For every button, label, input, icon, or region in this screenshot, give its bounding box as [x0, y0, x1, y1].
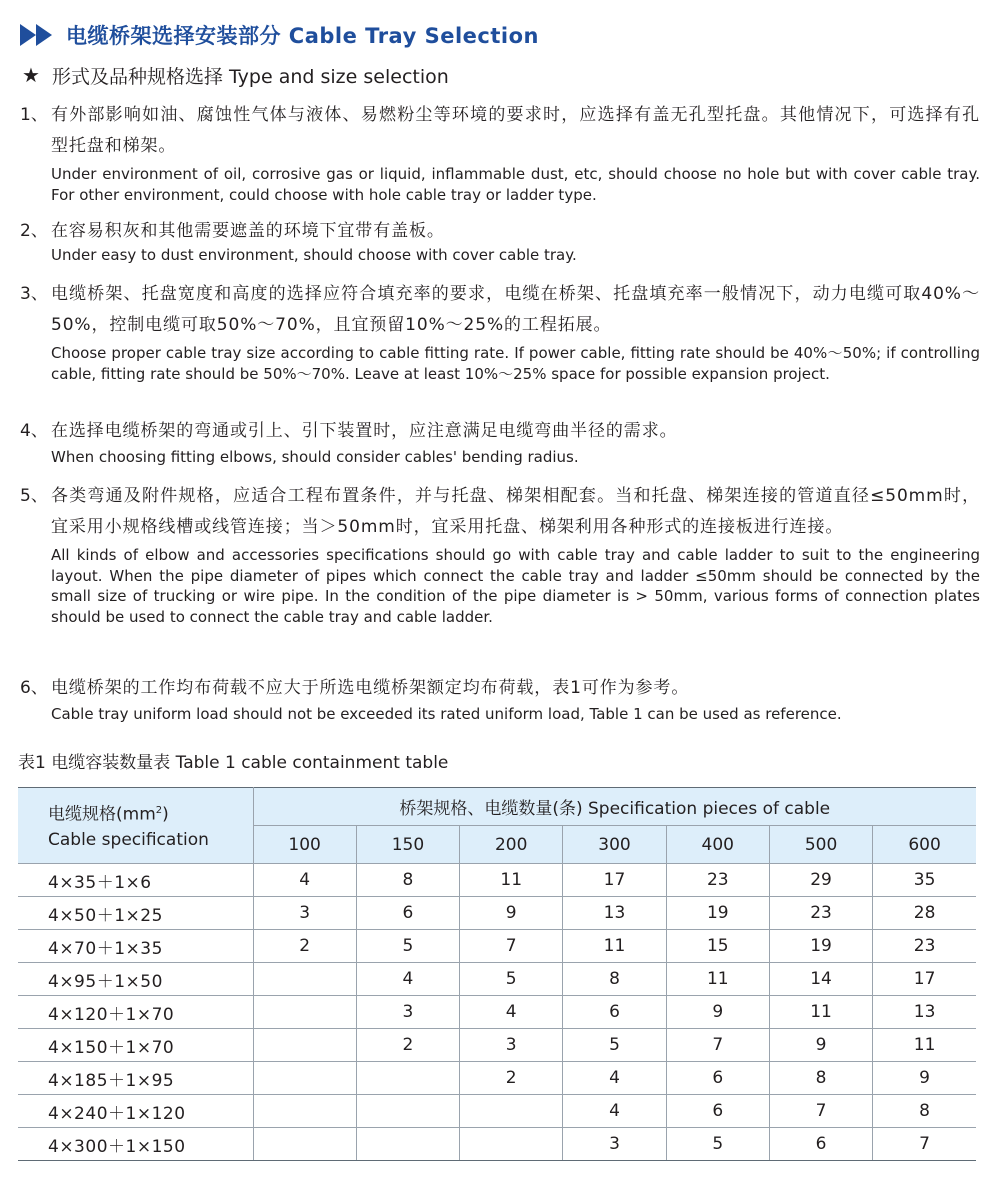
cable-count-cell [253, 1128, 356, 1161]
cable-count-cell: 7 [666, 1029, 769, 1062]
table-row [18, 1062, 976, 1095]
table-caption: 表1 电缆容装数量表 Table 1 cable containment table [18, 753, 449, 773]
cable-count-cell: 28 [873, 897, 976, 930]
section-title: 电缆桥架选择安装部分 Cable Tray Selection [66, 24, 539, 48]
cable-count-cell: 13 [563, 897, 666, 930]
cable-count-cell [253, 1029, 356, 1062]
cable-count-cell: 13 [873, 996, 976, 1029]
sub-section-header [22, 62, 449, 88]
cable-count-cell: 6 [666, 1062, 769, 1095]
item-text-zh: 在选择电缆桥架的弯通或引上、引下装置时，应注意满足电缆弯曲半径的需求。 [51, 421, 678, 441]
item-text-en: All kinds of elbow and accessories specifications should go with cable tray and cable ladder to suit to the engineering layout. When the pipe diameter of pipes which connect the cable tray and ladder ≤50mm should be connected by the small size of trucking or wire pipe. In the condition of the pipe diameter is > 50mm, various forms of connection plates should be used to connect the cable tray and cable ladder. [51, 546, 980, 626]
cable-count-cell: 11 [769, 996, 872, 1029]
item-text-zh: 各类弯通及附件规格，应适合工程布置条件，并与托盘、梯架相配套。当和托盘、梯架连接的管道直径≤50mm时，宜采用小规格线槽或线管连接；当＞50mm时，宜采用托盘、梯架利用各种形式的连接板进行连接。 [51, 486, 980, 537]
cable-spec-cell: 4×70＋1×35 [18, 930, 253, 963]
cable-count-cell: 2 [253, 930, 356, 963]
cable-count-cell: 15 [666, 930, 769, 963]
cable-count-cell: 3 [356, 996, 459, 1029]
cable-count-cell: 19 [666, 897, 769, 930]
item-text-en: Cable tray uniform load should not be exceeded its rated uniform load, Table 1 can be used as reference. [51, 705, 842, 723]
spec-header-close: ) [162, 804, 169, 825]
item-text-en: Under environment of oil, corrosive gas or liquid, inflammable dust, etc, should choose no hole but with cover cable tray. For other environment, could choose with hole cable tray or ladder type. [51, 165, 980, 204]
guideline-item-3 [20, 279, 980, 384]
cable-count-cell: 5 [460, 963, 563, 996]
item-number: 2、 [20, 221, 48, 241]
item-text-zh: 电缆桥架的工作均布荷载不应大于所选电缆桥架额定均布荷载，表1可作为参考。 [51, 678, 690, 698]
cable-count-cell: 35 [873, 864, 976, 897]
cable-count-cell: 4 [460, 996, 563, 1029]
tray-width-header: 500 [769, 826, 872, 864]
table-row [18, 996, 976, 1029]
double-arrow-icon [18, 22, 56, 48]
cable-count-cell [253, 1062, 356, 1095]
tray-width-header: 600 [873, 826, 976, 864]
cable-count-cell: 4 [356, 963, 459, 996]
cable-count-cell: 29 [769, 864, 872, 897]
cable-count-cell: 5 [666, 1128, 769, 1161]
cable-count-cell: 6 [563, 996, 666, 1029]
cable-count-cell [253, 963, 356, 996]
guideline-item-4 [20, 416, 980, 468]
cable-count-cell: 4 [563, 1062, 666, 1095]
cable-count-cell: 11 [563, 930, 666, 963]
cable-count-cell: 9 [873, 1062, 976, 1095]
table-row [18, 1029, 976, 1062]
cable-count-cell: 8 [873, 1095, 976, 1128]
cable-count-cell: 7 [460, 930, 563, 963]
item-text-en: When choosing fitting elbows, should consider cables' bending radius. [51, 448, 579, 466]
cable-count-cell [253, 1095, 356, 1128]
cable-count-cell: 9 [666, 996, 769, 1029]
tray-width-header: 100 [253, 826, 356, 864]
table-row [18, 963, 976, 996]
cable-count-cell: 5 [356, 930, 459, 963]
tray-spec-group-header: 桥架规格、电缆数量(条) Specification pieces of cable [253, 788, 976, 826]
cable-count-cell: 9 [460, 897, 563, 930]
cable-count-cell: 14 [769, 963, 872, 996]
spec-column-header [18, 788, 253, 864]
cable-count-cell: 11 [873, 1029, 976, 1062]
cable-count-cell: 2 [356, 1029, 459, 1062]
item-text-zh: 有外部影响如油、腐蚀性气体与液体、易燃粉尘等环境的要求时，应选择有盖无孔型托盘。其他情况下，可选择有孔型托盘和梯架。 [51, 105, 980, 156]
cable-count-cell: 17 [563, 864, 666, 897]
cable-spec-cell: 4×120＋1×70 [18, 996, 253, 1029]
item-number: 3、 [20, 284, 48, 304]
tray-width-header: 400 [666, 826, 769, 864]
item-text-zh: 在容易积灰和其他需要遮盖的环境下宜带有盖板。 [51, 221, 445, 241]
spec-header-en: Cable specification [48, 830, 209, 851]
cable-count-cell: 8 [356, 864, 459, 897]
guideline-item-1 [20, 100, 980, 205]
cable-count-cell [356, 1062, 459, 1095]
cable-count-cell: 4 [563, 1095, 666, 1128]
cable-count-cell [460, 1128, 563, 1161]
cable-spec-cell: 4×240＋1×120 [18, 1095, 253, 1128]
cable-count-cell: 2 [460, 1062, 563, 1095]
cable-count-cell: 19 [769, 930, 872, 963]
tray-width-header: 300 [563, 826, 666, 864]
table-row [18, 864, 976, 897]
guideline-item-2 [20, 216, 980, 266]
cable-spec-cell: 4×300＋1×150 [18, 1128, 253, 1161]
cable-count-cell: 4 [253, 864, 356, 897]
cable-count-cell: 6 [666, 1095, 769, 1128]
item-number: 4、 [20, 421, 48, 441]
sub-section-title: 形式及品种规格选择 Type and size selection [52, 65, 449, 88]
cable-spec-cell: 4×35＋1×6 [18, 864, 253, 897]
cable-count-cell: 23 [666, 864, 769, 897]
cable-count-cell: 8 [563, 963, 666, 996]
table-row [18, 1128, 976, 1161]
cable-count-cell: 5 [563, 1029, 666, 1062]
cable-containment-table [18, 787, 976, 1161]
cable-count-cell: 7 [769, 1095, 872, 1128]
cable-spec-cell: 4×185＋1×95 [18, 1062, 253, 1095]
item-number: 6、 [20, 678, 48, 698]
cable-count-cell: 23 [769, 897, 872, 930]
cable-count-cell: 8 [769, 1062, 872, 1095]
section-header [18, 20, 539, 50]
cable-count-cell [356, 1095, 459, 1128]
cable-count-cell: 3 [563, 1128, 666, 1161]
cable-count-cell: 7 [873, 1128, 976, 1161]
cable-spec-cell: 4×95＋1×50 [18, 963, 253, 996]
cable-count-cell [253, 996, 356, 1029]
cable-count-cell [460, 1095, 563, 1128]
cable-count-cell: 3 [253, 897, 356, 930]
table-row [18, 930, 976, 963]
item-text-en: Under easy to dust environment, should choose with cover cable tray. [51, 246, 577, 264]
cable-count-cell: 23 [873, 930, 976, 963]
cable-count-cell: 6 [356, 897, 459, 930]
tray-width-header: 200 [460, 826, 563, 864]
cable-count-cell: 17 [873, 963, 976, 996]
table-row [18, 897, 976, 930]
item-number: 1、 [20, 105, 48, 125]
spec-header-zh: 电缆规格(mm [48, 804, 156, 825]
cable-count-cell [356, 1128, 459, 1161]
tray-width-header: 150 [356, 826, 459, 864]
spec-header-sup: 2 [155, 804, 163, 816]
guideline-item-5 [20, 481, 980, 627]
cable-spec-cell: 4×50＋1×25 [18, 897, 253, 930]
item-number: 5、 [20, 486, 48, 506]
guideline-item-6 [20, 673, 980, 725]
table-row [18, 1095, 976, 1128]
item-text-en: Choose proper cable tray size according to cable fitting rate. If power cable, fitting rate should be 40%～50%; if controlling cable, fitting rate should be 50%～70%. Leave at least 10%～25% space for possible expansion project. [51, 344, 980, 383]
cable-spec-cell: 4×150＋1×70 [18, 1029, 253, 1062]
cable-count-cell: 11 [460, 864, 563, 897]
cable-count-cell: 6 [769, 1128, 872, 1161]
cable-count-cell: 11 [666, 963, 769, 996]
star-icon: ★ [22, 63, 40, 87]
cable-count-cell: 9 [769, 1029, 872, 1062]
item-text-zh: 电缆桥架、托盘宽度和高度的选择应符合填充率的要求，电缆在桥架、托盘填充率一般情况下，动力电缆可取40%～50%，控制电缆可取50%～70%，且宜预留10%～25%的工程拓展。 [51, 284, 980, 335]
cable-count-cell: 3 [460, 1029, 563, 1062]
